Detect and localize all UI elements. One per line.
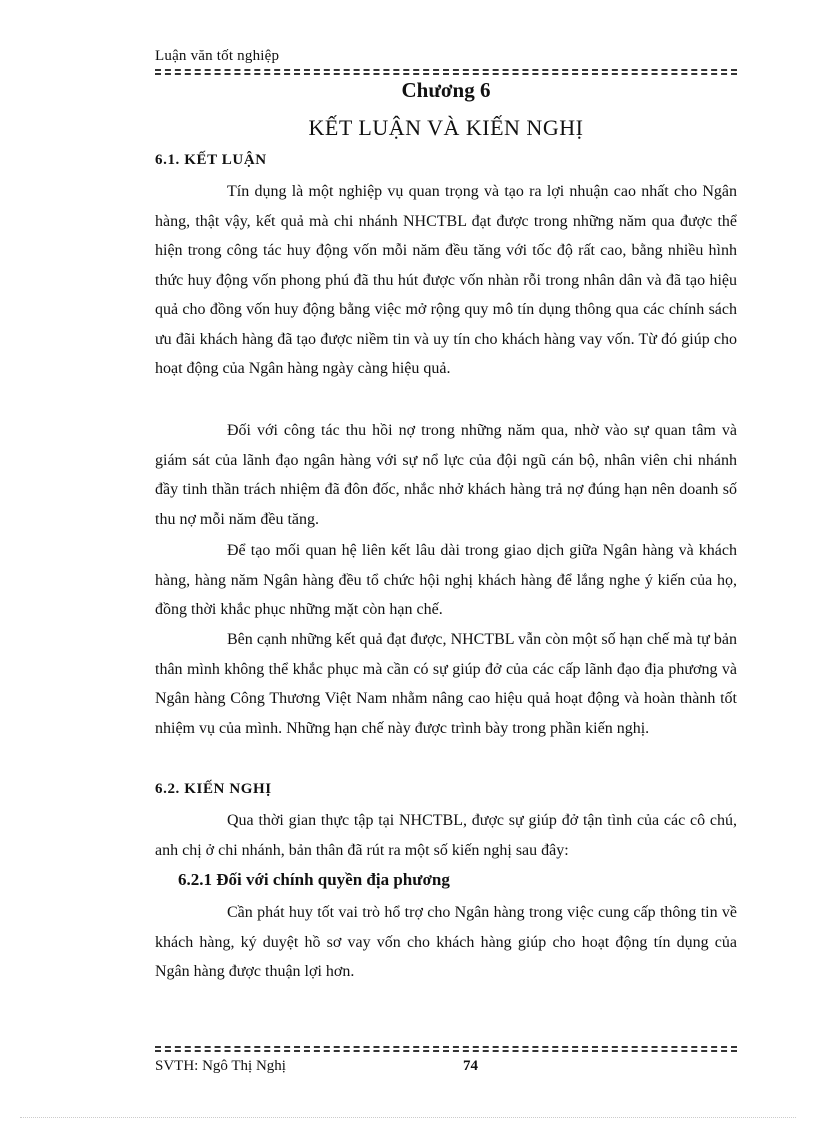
- paragraph-recommendation-intro: Qua thời gian thực tập tại NHCTBL, được sự giúp đở tận tình của các cô chú, anh chị ở chi nhánh, bản thân đã rút ra một số kiến nghị sau đây:: [155, 812, 737, 859]
- subsection-heading-6-2-1: 6.2.1 Đối với chính quyền địa phương: [178, 870, 450, 889]
- section-heading-6-2: 6.2. KIẾN NGHỊ: [155, 781, 272, 797]
- paragraph-conclusion-1: Tín dụng là một nghiệp vụ quan trọng và tạo ra lợi nhuận cao nhất cho Ngân hàng, thật vậy, kết quả mà chi nhánh NHCTBL đạt được trong những năm qua được thể hiện trong công tác huy động vốn mỗi năm đều tăng với tốc độ rất cao, bằng nhiều hình thức huy động vốn phong phú đã thu hút được vốn nhàn rỗi trong nhân dân và đã tạo hiệu quả cho đồng vốn huy động bằng việc mở rộng quy mô tín dụng thông qua các chính sách ưu đãi khách hàng đã tạo được niềm tin và uy tín cho khách hàng vay vốn. Từ đó giúp cho hoạt động của Ngân hàng ngày càng hiệu quả.: [155, 183, 737, 377]
- footer-double-rule: [155, 1046, 737, 1052]
- chapter-number: Chương 6: [401, 78, 491, 102]
- paragraph-conclusion-2: Đối với công tác thu hồi nợ trong những năm qua, nhờ vào sự quan tâm và giám sát của lãnh đạo ngân hàng với sự nổ lực của đội ngũ cán bộ, nhân viên chi nhánh đầy tinh thần trách nhiệm đã đôn đốc, nhắc nhở khách hàng trả nợ đúng hạn nên doanh số thu nợ mỗi năm đều tăng.: [155, 422, 737, 528]
- section-heading-6-1: 6.1. KẾT LUẬN: [155, 152, 267, 168]
- paragraph-local-government: Cần phát huy tốt vai trò hổ trợ cho Ngân hàng trong việc cung cấp thông tin về khách hàng, ký duyệt hồ sơ vay vốn cho khách hàng giúp cho hoạt động tín dụng của Ngân hàng được thuận lợi hơn.: [155, 904, 737, 980]
- header-double-rule: [155, 69, 737, 75]
- page-edge-dots: [20, 1117, 796, 1118]
- running-header: Luận văn tốt nghiệp: [155, 48, 280, 64]
- paragraph-conclusion-4: Bên cạnh những kết quả đạt được, NHCTBL vẫn còn một số hạn chế mà tự bản thân mình không thể khắc phục mà cần có sự giúp đở của các cấp lãnh đạo địa phương và Ngân hàng Công Thương Việt Nam nhằm nâng cao hiệu quả hoạt động và hoàn thành tốt nhiệm vụ của mình. Những hạn chế này được trình bày trong phần kiến nghị.: [155, 631, 737, 737]
- student-name: SVTH: Ngô Thị Nghị: [155, 1058, 286, 1074]
- page-number: 74: [463, 1058, 478, 1074]
- chapter-title: KẾT LUẬN VÀ KIẾN NGHỊ: [308, 115, 584, 140]
- paragraph-conclusion-3: Để tạo mối quan hệ liên kết lâu dài trong giao dịch giữa Ngân hàng và khách hàng, hàng năm Ngân hàng đều tổ chức hội nghị khách hàng để lắng nghe ý kiến của họ, đồng thời khắc phục những mặt còn hạn chế.: [155, 542, 737, 618]
